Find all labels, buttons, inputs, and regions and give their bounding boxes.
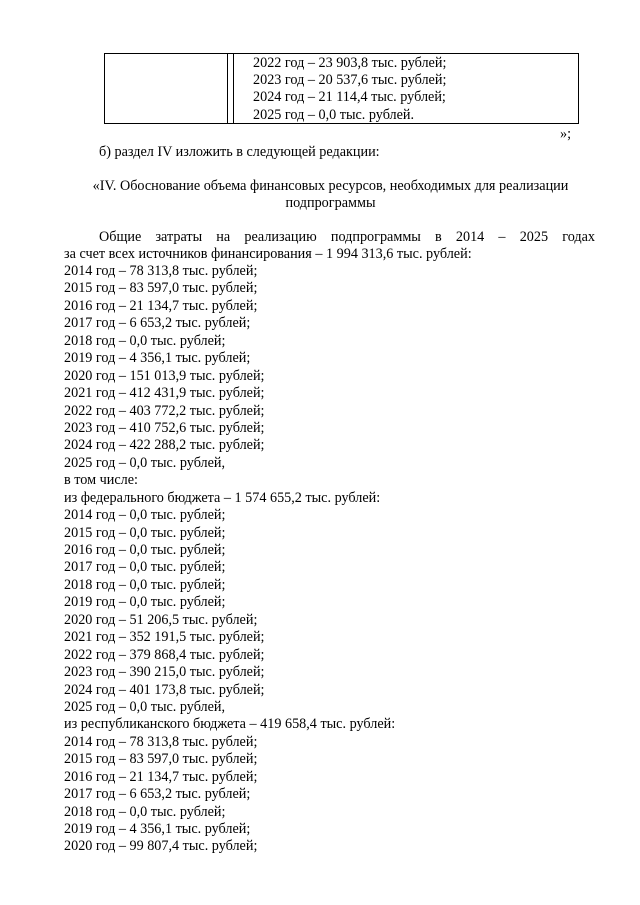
funding-line: 2024 год – 401 173,8 тыс. рублей;	[64, 681, 265, 698]
table-line: 2023 год – 20 537,6 тыс. рублей;	[253, 72, 447, 89]
table-fragment	[104, 53, 579, 124]
funding-line: 2022 год – 403 772,2 тыс. рублей;	[64, 402, 265, 419]
funding-line: 2018 год – 0,0 тыс. рублей;	[64, 332, 226, 349]
funding-line: из республиканского бюджета – 419 658,4 тыс. рублей:	[64, 716, 396, 733]
funding-line: 2017 год – 6 653,2 тыс. рублей;	[64, 786, 251, 803]
funding-line: 2022 год – 379 868,4 тыс. рублей;	[64, 646, 265, 663]
intro-paragraph	[64, 229, 595, 263]
funding-line: 2017 год – 0,0 тыс. рублей;	[64, 559, 226, 576]
funding-line: 2023 год – 410 752,6 тыс. рублей;	[64, 419, 265, 436]
funding-line: 2020 год – 151 013,9 тыс. рублей;	[64, 367, 265, 384]
instruction-paragraph: б) раздел IV изложить в следующей редакции:	[99, 144, 380, 160]
funding-lines	[64, 263, 395, 856]
funding-line: 2025 год – 0,0 тыс. рублей,	[64, 698, 226, 715]
table-line: 2025 год – 0,0 тыс. рублей.	[253, 106, 415, 123]
intro-line-2: за счет всех источников финансирования – 1 994 313,6 тыс. рублей:	[64, 246, 472, 263]
table-line: 2024 год – 21 114,4 тыс. рублей;	[253, 89, 446, 106]
funding-line: 2019 год – 0,0 тыс. рублей;	[64, 594, 226, 611]
funding-line: 2020 год – 99 807,4 тыс. рублей;	[64, 838, 258, 855]
funding-line: 2016 год – 0,0 тыс. рублей;	[64, 542, 226, 558]
table-cell-narrow	[227, 54, 234, 123]
section-heading: «IV. Обоснование объема финансовых ресурсов, необходимых для реализации подпрограммы	[92, 178, 569, 211]
funding-line: 2015 год – 0,0 тыс. рублей;	[64, 524, 226, 541]
table-cell-funding-years	[253, 55, 446, 124]
funding-line: 2021 год – 412 431,9 тыс. рублей;	[64, 385, 265, 402]
funding-line: 2014 год – 0,0 тыс. рублей;	[64, 507, 226, 524]
funding-line: 2017 год – 6 653,2 тыс. рублей;	[64, 315, 251, 332]
funding-line: 2019 год – 4 356,1 тыс. рублей;	[64, 350, 251, 367]
funding-line: 2016 год – 21 134,7 тыс. рублей;	[64, 768, 258, 785]
funding-line: 2024 год – 422 288,2 тыс. рублей;	[64, 437, 265, 454]
funding-line: 2014 год – 78 313,8 тыс. рублей;	[64, 263, 258, 279]
table-cell-empty	[105, 54, 228, 123]
funding-line: из федерального бюджета – 1 574 655,2 тыс. рублей:	[64, 489, 381, 506]
funding-line: 2020 год – 51 206,5 тыс. рублей;	[64, 611, 258, 628]
funding-line: 2015 год – 83 597,0 тыс. рублей;	[64, 751, 258, 768]
table-line: 2022 год – 23 903,8 тыс. рублей;	[253, 55, 447, 71]
funding-line: 2018 год – 0,0 тыс. рублей;	[64, 803, 226, 820]
funding-line: 2018 год – 0,0 тыс. рублей;	[64, 576, 226, 593]
funding-line: в том числе:	[64, 472, 138, 489]
funding-line: 2015 год – 83 597,0 тыс. рублей;	[64, 280, 258, 297]
intro-line-1: Общие затраты на реализацию подпрограммы в 2014 – 2025 годах	[99, 229, 595, 245]
funding-line: 2016 год – 21 134,7 тыс. рублей;	[64, 297, 258, 314]
funding-line: 2019 год – 4 356,1 тыс. рублей;	[64, 821, 251, 837]
closing-quote: »;	[560, 126, 572, 142]
funding-line: 2021 год – 352 191,5 тыс. рублей;	[64, 629, 265, 646]
funding-line: 2023 год – 390 215,0 тыс. рублей;	[64, 664, 265, 681]
funding-line: 2014 год – 78 313,8 тыс. рублей;	[64, 733, 258, 750]
funding-line: 2025 год – 0,0 тыс. рублей,	[64, 454, 226, 471]
